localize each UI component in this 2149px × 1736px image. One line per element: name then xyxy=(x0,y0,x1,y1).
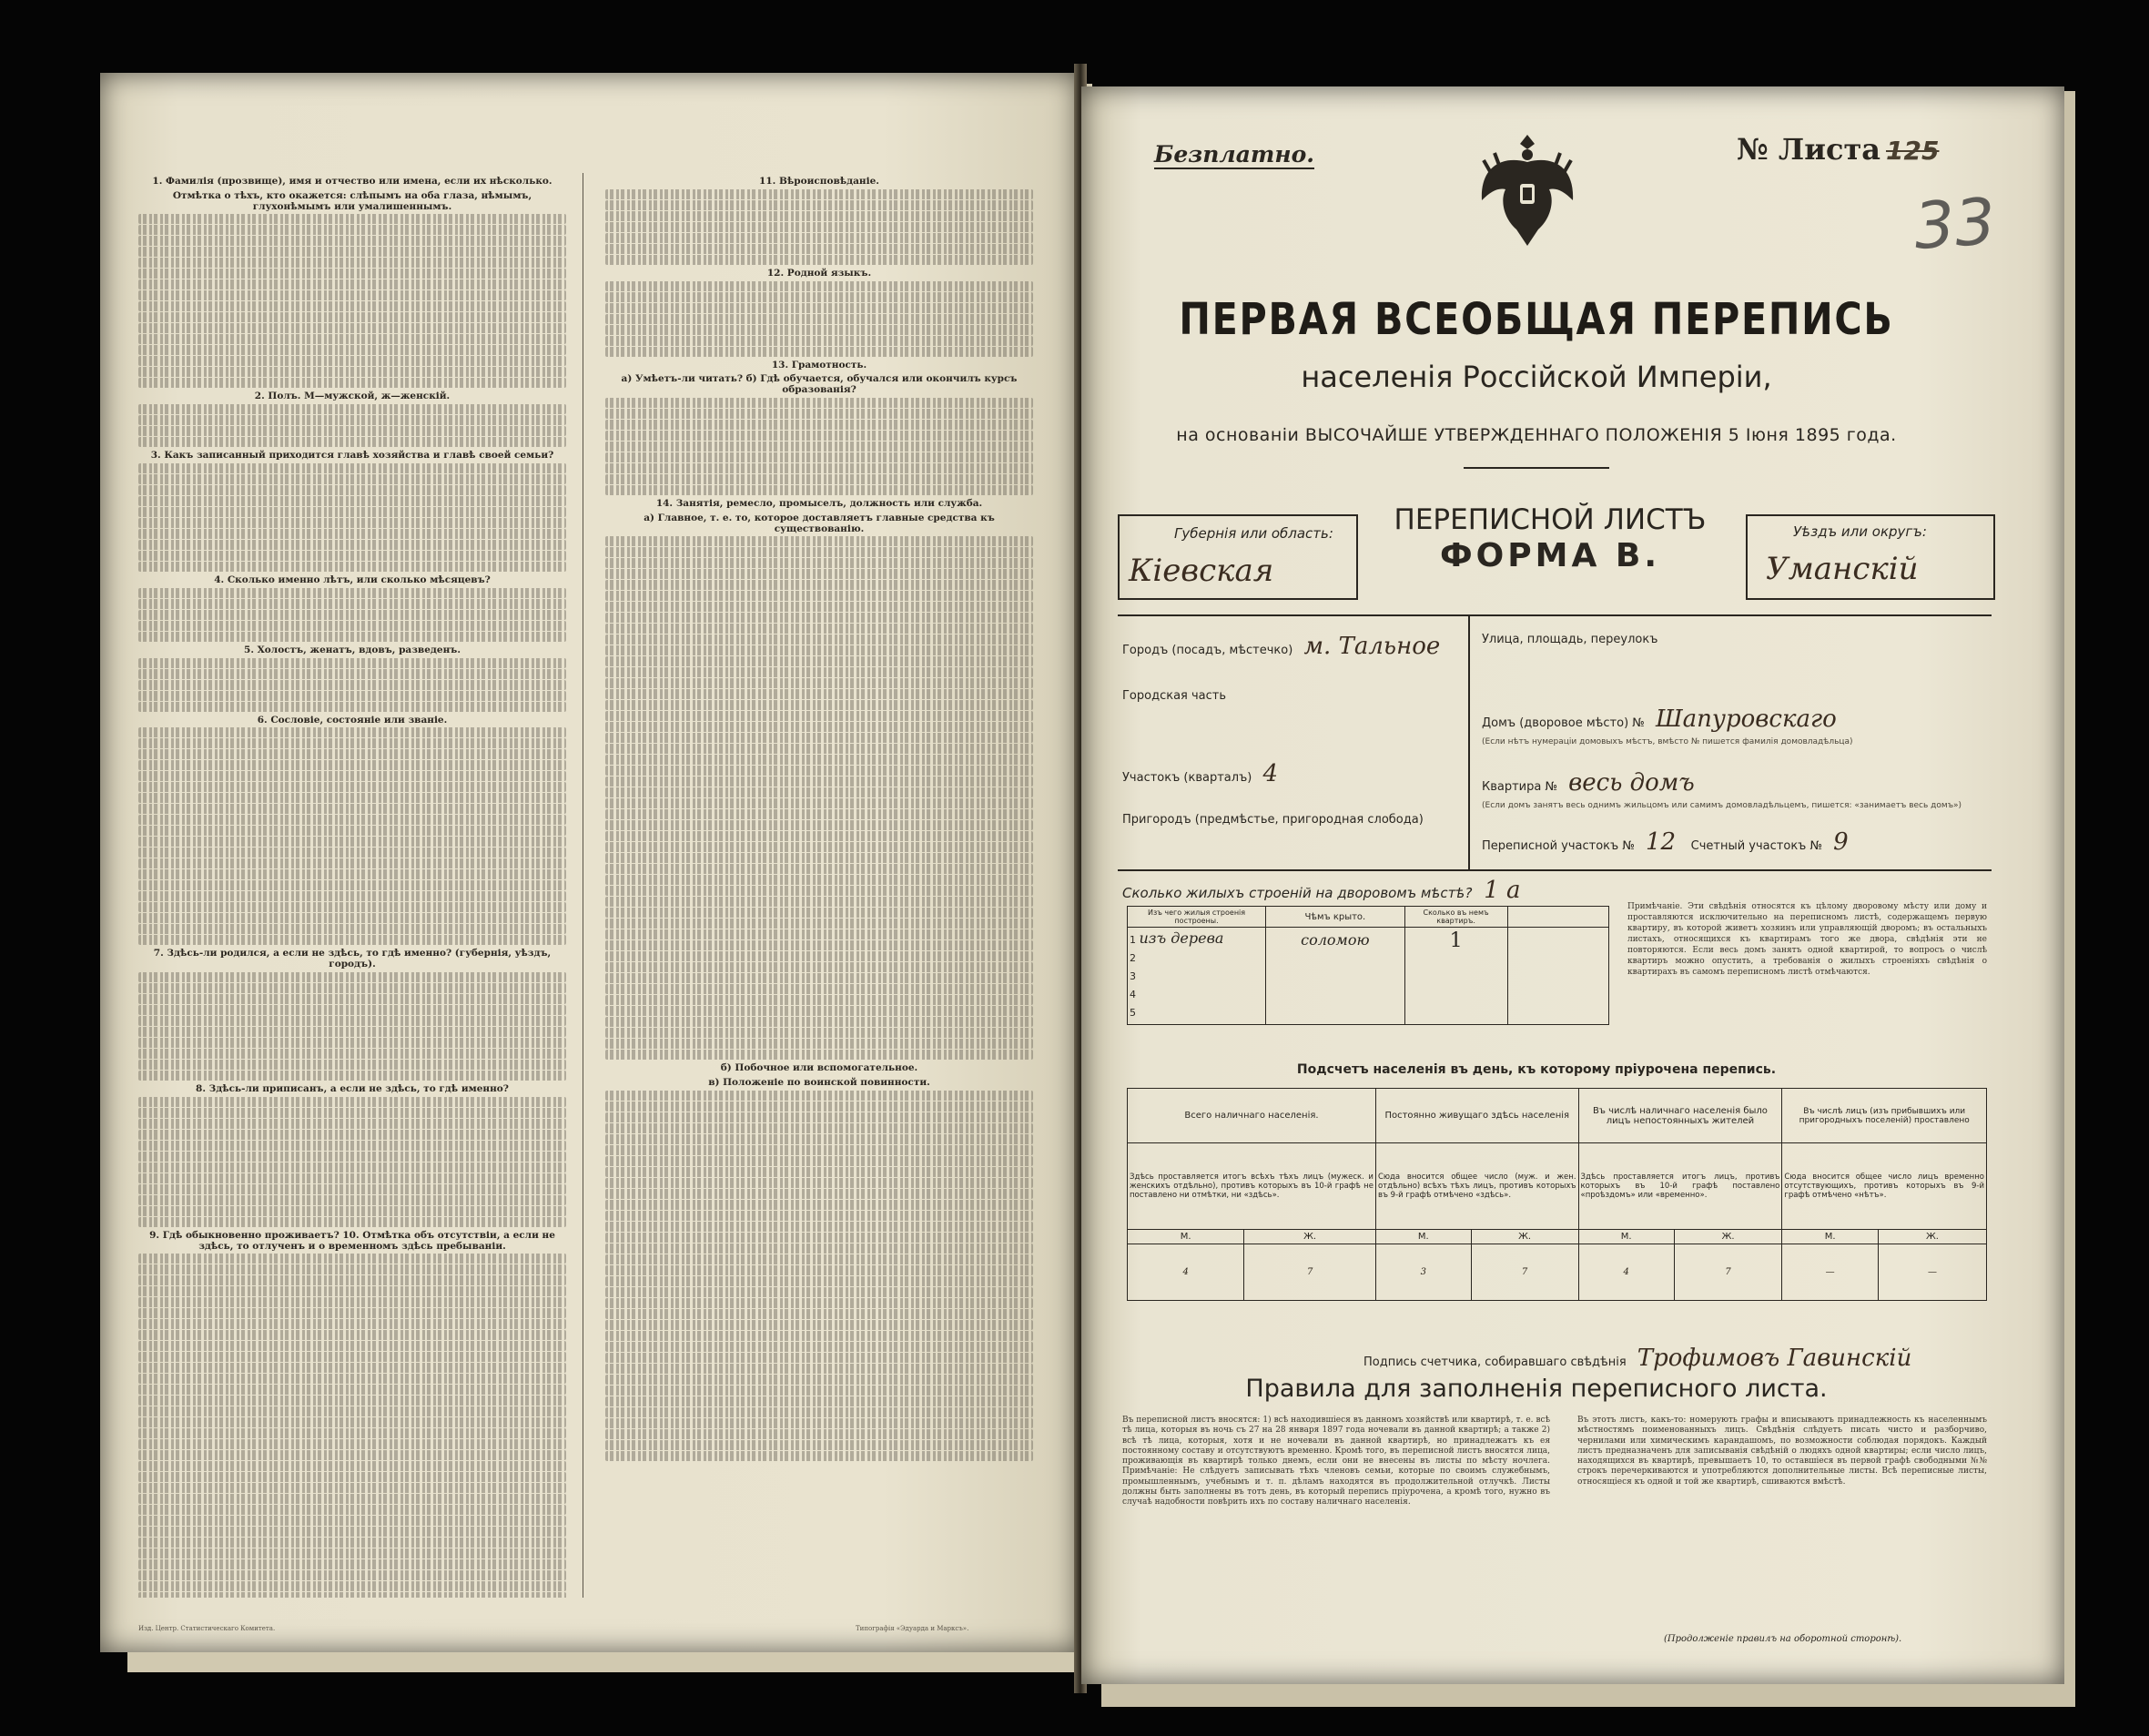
signature-value: Трофимовъ Гавинскій xyxy=(1637,1345,1912,1372)
province-box xyxy=(1118,514,1358,600)
col-female-label: Ж. xyxy=(1878,1230,1986,1244)
counting-section-label: Счетный участокъ № xyxy=(1690,839,1823,853)
uezd-label: Уѣздъ или округъ: xyxy=(1793,523,1927,540)
counting-section-value: 9 xyxy=(1833,828,1849,856)
buildings-header-material: Изъ чего жилыя строенія построены. xyxy=(1128,907,1266,928)
count-header-temporary: Въ числѣ наличнаго населенія было лицъ непостоянныхъ жителей xyxy=(1578,1089,1782,1143)
count-note-absent: Сюда вносится общее число лицъ временно отсутствующихъ, противъ которыхъ въ 9-й графѣ отмѣчено «нѣтъ». xyxy=(1782,1143,1987,1230)
buildings-value: 1 а xyxy=(1484,877,1521,904)
col-male-label: М. xyxy=(1375,1230,1471,1244)
city-part-label: Городская часть xyxy=(1122,689,1227,703)
census-section-field xyxy=(1482,828,1849,856)
count-note-total: Здѣсь проставляется итогъ всѣхъ тѣхъ лицъ (мужеск. и женскихъ отдѣльно), противъ которыхъ въ 10-й графѣ не поставлено ни отмѣтки, ни «здѣсь». xyxy=(1128,1143,1376,1230)
province-label: Губернія или область: xyxy=(1174,525,1333,542)
street-field xyxy=(1482,633,1657,646)
census-legal-basis: на основаніи ВЫСОЧАЙШЕ УТВЕРЖДЕННАГО ПОЛОЖЕНІЯ 5 Іюня 1895 года. xyxy=(1176,425,1897,445)
instruction-heading: 6. Сословіе, состояніе или званіе. xyxy=(257,714,448,726)
street-label: Улица, площадь, переулокъ xyxy=(1482,633,1658,646)
count-title: Подсчетъ населенія въ день, къ которому пріурочена перепись. xyxy=(1296,1062,1777,1077)
signature-label: Подпись счетчика, собиравшаго свѣдѣнія xyxy=(1363,1355,1627,1369)
apartment-label: Квартира № xyxy=(1482,780,1558,794)
instruction-heading: 1. Фамилія (прозвище), имя и отчество или имена, если их нѣсколько. xyxy=(152,176,552,187)
instruction-heading: 5. Холостъ, женатъ, вдовъ, разведенъ. xyxy=(244,644,461,655)
instruction-heading: б) Побочное или вспомогательное. xyxy=(720,1062,918,1074)
col-male-label: М. xyxy=(1782,1230,1879,1244)
sheet-number-label: № Листа xyxy=(1737,132,1880,167)
city-value: м. Тальное xyxy=(1303,633,1441,660)
buildings-note: Примѣчаніе. Эти свѣдѣнія относятся къ цѣлому дворовому мѣсту или дому и проставляются исключительно на переписномъ листѣ, содержащемъ первую квартиру, въ которой живетъ хозяинъ или управляющій дворомъ; въ остальныхъ листахъ, относящихся къ квартирамъ того же двора, свѣдѣнія эти не повторяются. Если весь домъ занятъ одной квартирой, то вопросъ о числѣ квартиръ можно опустить, а требованія о жилыхъ строеніяхъ свѣдѣнія о квартирахъ въ самомъ переписномъ листѣ отмѣчаются. xyxy=(1627,902,1987,977)
instruction-heading: в) Положеніе по воинской повинности. xyxy=(708,1077,930,1089)
table-row xyxy=(1130,986,1263,1004)
city-field xyxy=(1122,633,1440,660)
apartment-field xyxy=(1482,769,1695,797)
city-part-field xyxy=(1122,689,1226,703)
left-page-instructions xyxy=(100,73,1079,1652)
province-value: Кіевская xyxy=(1129,553,1274,589)
instructions-column-a xyxy=(138,173,566,1598)
count-absent-male: — xyxy=(1782,1244,1879,1301)
buildings-header-apartments: Сколько въ немъ квартиръ. xyxy=(1404,907,1507,928)
district-value: 4 xyxy=(1262,760,1279,787)
count-permanent-female: 7 xyxy=(1471,1244,1578,1301)
rules-continued-note: (Продолженіе правилъ на оборотной сторонѣ). xyxy=(1664,1634,1902,1644)
blank-cell xyxy=(1507,928,1609,1025)
col-female-label: Ж. xyxy=(1674,1230,1782,1244)
instruction-heading: а) Умѣетъ-ли читать? б) Гдѣ обучается, обучался или окончилъ курсъ образованія? xyxy=(621,373,1018,396)
count-temporary-male: 4 xyxy=(1578,1244,1674,1301)
instructions-column-b xyxy=(605,173,1033,1598)
census-title: ПЕРВАЯ ВСЕОБЩАЯ ПЕРЕПИСЬ xyxy=(1179,294,1894,345)
count-header-absent: Въ числѣ лицъ (изъ прибывшихъ или пригородныхъ поселеній) проставлено xyxy=(1782,1089,1987,1143)
sheet-number-value: 125 xyxy=(1886,136,1940,166)
title-underline xyxy=(1464,467,1609,469)
buildings-label: Сколько жилыхъ строеній на дворовомъ мѣстѣ? xyxy=(1122,885,1473,901)
row-number: 5 xyxy=(1130,1007,1136,1019)
row-number: 2 xyxy=(1130,952,1136,964)
buildings-table xyxy=(1127,906,1609,1025)
district-label: Участокъ (кварталъ) xyxy=(1122,771,1252,785)
col-female-label: Ж. xyxy=(1244,1230,1376,1244)
roof-value: соломою xyxy=(1266,928,1405,1025)
instruction-heading: 9. Гдѣ обыкновенно проживаетъ? 10. Отмѣтка объ отсутствіи, а если не здѣсь, то отлученъ и о временномъ здѣсь пребываніи. xyxy=(149,1229,555,1252)
left-footer-imprint: Изд. Центр. Статистическаго Комитета. xyxy=(138,1625,276,1632)
instruction-heading: 7. Здѣсь-ли родился, а если не здѣсь, то гдѣ именно? (губернія, уѣздъ, городъ). xyxy=(153,948,552,970)
pencil-page-number: 33 xyxy=(1911,183,1998,265)
sheet-number xyxy=(1737,132,1939,167)
buildings-header-blank xyxy=(1507,907,1609,928)
address-bottom-rule xyxy=(1118,869,1992,871)
rules-column-1: Въ переписной листъ вносятся: 1) всѣ находившіеся въ данномъ хозяйствѣ или квартирѣ, т. е. всѣ тѣ лица, которыя въ ночь съ 27 на 28 января 1897 года ночевали въ данной квартирѣ; а также 2) всѣ тѣ лица, которыя, хотя и не ночевали въ данной квартирѣ, но принадлежатъ къ ея постоянному составу и отсутствуютъ временно. Кромѣ того, въ переписной листъ вносятся лица, проживающія въ квартирѣ только днемъ, если они не внесены въ листы по мѣсту ночлега. Примѣчаніе: Не слѣдуетъ записывать тѣхъ членовъ семьи, которые по своимъ служебнымъ, промышленнымъ, учебнымъ и т. п. дѣламъ находятся въ продолжительной отлучкѣ. Листы должны быть заполнены въ тотъ день, въ который перепись пріурочена, а кромѣ того, нужно въ случаѣ надобности повѣрить ихъ по составу наличнаго населенія. xyxy=(1122,1416,1550,1508)
apartment-value: весь домъ xyxy=(1568,769,1695,797)
col-male-label: М. xyxy=(1128,1230,1244,1244)
apartment-note: (Если домъ занятъ весь однимъ жильцомъ или самимъ домовладѣльцемъ, пишется: «занимаетъ весь домъ») xyxy=(1482,801,1962,810)
right-page-census-form xyxy=(1081,86,2064,1684)
count-permanent-male: 3 xyxy=(1375,1244,1471,1301)
address-top-rule xyxy=(1118,614,1992,616)
census-section-value: 12 xyxy=(1646,828,1677,856)
instruction-heading: 2. Полъ. М—мужской, ж—женскій. xyxy=(254,391,451,402)
instruction-heading: Отмѣтка о тѣхъ, кто окажется: слѣпымъ на оба глаза, нѣмымъ, глухонѣмымъ или умалишеннымъ. xyxy=(172,189,532,212)
imperial-eagle-icon xyxy=(1473,127,1582,255)
enumerator-signature xyxy=(1363,1345,1911,1372)
uezd-value: Уманскій xyxy=(1766,551,1919,587)
col-female-label: Ж. xyxy=(1471,1230,1578,1244)
house-note: (Если нѣтъ нумерацiи домовыхъ мѣстъ, вмѣсто № пишется фамилія домовладѣльца) xyxy=(1482,737,1853,746)
count-absent-female: — xyxy=(1878,1244,1986,1301)
count-note-temporary: Здѣсь проставляется итогъ лицъ, противъ которыхъ въ 10-й графѣ поставлено «проѣздомъ» или «временно». xyxy=(1578,1143,1782,1230)
table-row xyxy=(1130,1004,1263,1022)
col-male-label: М. xyxy=(1578,1230,1674,1244)
buildings-question xyxy=(1122,877,1521,904)
rules-title: Правила для заполненія переписного листа. xyxy=(1245,1375,1828,1403)
census-sheet-title: ПЕРЕПИСНОЙ ЛИСТЪ xyxy=(1394,503,1707,536)
apartments-value: 1 xyxy=(1404,928,1507,1025)
house-label: Домъ (дворовое мѣсто) № xyxy=(1482,716,1645,730)
count-total-female: 7 xyxy=(1244,1244,1376,1301)
rules-column-2: Въ этотъ листъ, какъ-то: номерують графы и вписываютъ принадлежность къ населеннымъ мѣстностямъ поименованныхъ лицъ. Свѣдѣнія слѣдуетъ писать чисто и разборчиво, чернилами или химическимъ карандашомъ, по возможности соблюдая порядокъ. Каждый листъ предназначенъ для записыванія свѣдѣній о людяхъ одной квартиры; если число лицъ, находящихся въ квартирѣ, превышаетъ 10, то оставшіеся въ первой графѣ свободными №№ строкъ перечеркиваются и употребляются дополнительные листы. Всѣ переписные листы, относящіеся къ одной и той же квартирѣ, сшиваются вмѣстѣ. xyxy=(1577,1416,1987,1487)
table-row xyxy=(1130,929,1263,949)
buildings-header-roof: Чѣмъ крыто. xyxy=(1266,907,1405,928)
suburb-field xyxy=(1122,813,1424,827)
district-field xyxy=(1122,760,1278,787)
left-footer-printer: Типографія «Эдуарда и Марксъ». xyxy=(856,1625,969,1632)
census-section-label: Переписной участокъ № xyxy=(1482,839,1635,853)
instruction-heading: 11. Вѣроисповѣданіе. xyxy=(759,176,879,187)
instruction-heading: 3. Какъ записанный приходится главѣ хозяйства и главѣ своей семьи? xyxy=(150,450,554,462)
count-temporary-female: 7 xyxy=(1674,1244,1782,1301)
instruction-heading: 4. Сколько именно лѣтъ, или сколько мѣсяцевъ? xyxy=(214,574,491,585)
row-number: 3 xyxy=(1130,970,1136,982)
count-header-total: Всего наличнаго населенія. xyxy=(1128,1089,1376,1143)
house-value: Шапуровскаго xyxy=(1655,706,1837,733)
table-row xyxy=(1130,968,1263,986)
row-number: 4 xyxy=(1130,989,1136,1000)
free-of-charge-label: Безплатно. xyxy=(1154,141,1314,168)
census-subtitle: населенія Россійской Имперіи, xyxy=(1301,360,1772,394)
instruction-heading: 13. Грамотность. xyxy=(771,359,867,371)
form-type-title: ФОРМА В. xyxy=(1439,537,1661,574)
suburb-label: Пригородъ (предмѣстье, пригородная слобода) xyxy=(1122,813,1424,827)
row-number: 1 xyxy=(1130,934,1136,946)
instruction-heading: 14. Занятія, ремесло, промыселъ, должность или служба. xyxy=(655,497,983,509)
city-label: Городъ (посадъ, мѣстечко) xyxy=(1122,644,1293,657)
house-field xyxy=(1482,706,1837,733)
instruction-heading: а) Главное, т. е. то, которое доставляетъ главные средства къ существованію. xyxy=(644,512,995,534)
population-count-table xyxy=(1127,1088,1987,1301)
material-value: изъ дерева xyxy=(1139,929,1224,947)
count-note-permanent: Сюда вносится общее число (муж. и жен. отдѣльно) всѣхъ тѣхъ лицъ, противъ которыхъ въ 9-й графѣ отмѣчено «здѣсь». xyxy=(1375,1143,1578,1230)
buildings-material-cell xyxy=(1128,928,1266,1025)
uezd-box xyxy=(1746,514,1995,600)
count-header-permanent: Постоянно живущаго здѣсь населенія xyxy=(1375,1089,1578,1143)
count-total-male: 4 xyxy=(1128,1244,1244,1301)
instruction-heading: 8. Здѣсь-ли приписанъ, а если не здѣсь, то гдѣ именно? xyxy=(196,1082,509,1094)
instruction-heading: 12. Родной языкъ. xyxy=(766,267,872,279)
table-row xyxy=(1130,949,1263,968)
address-divider xyxy=(1468,614,1470,869)
